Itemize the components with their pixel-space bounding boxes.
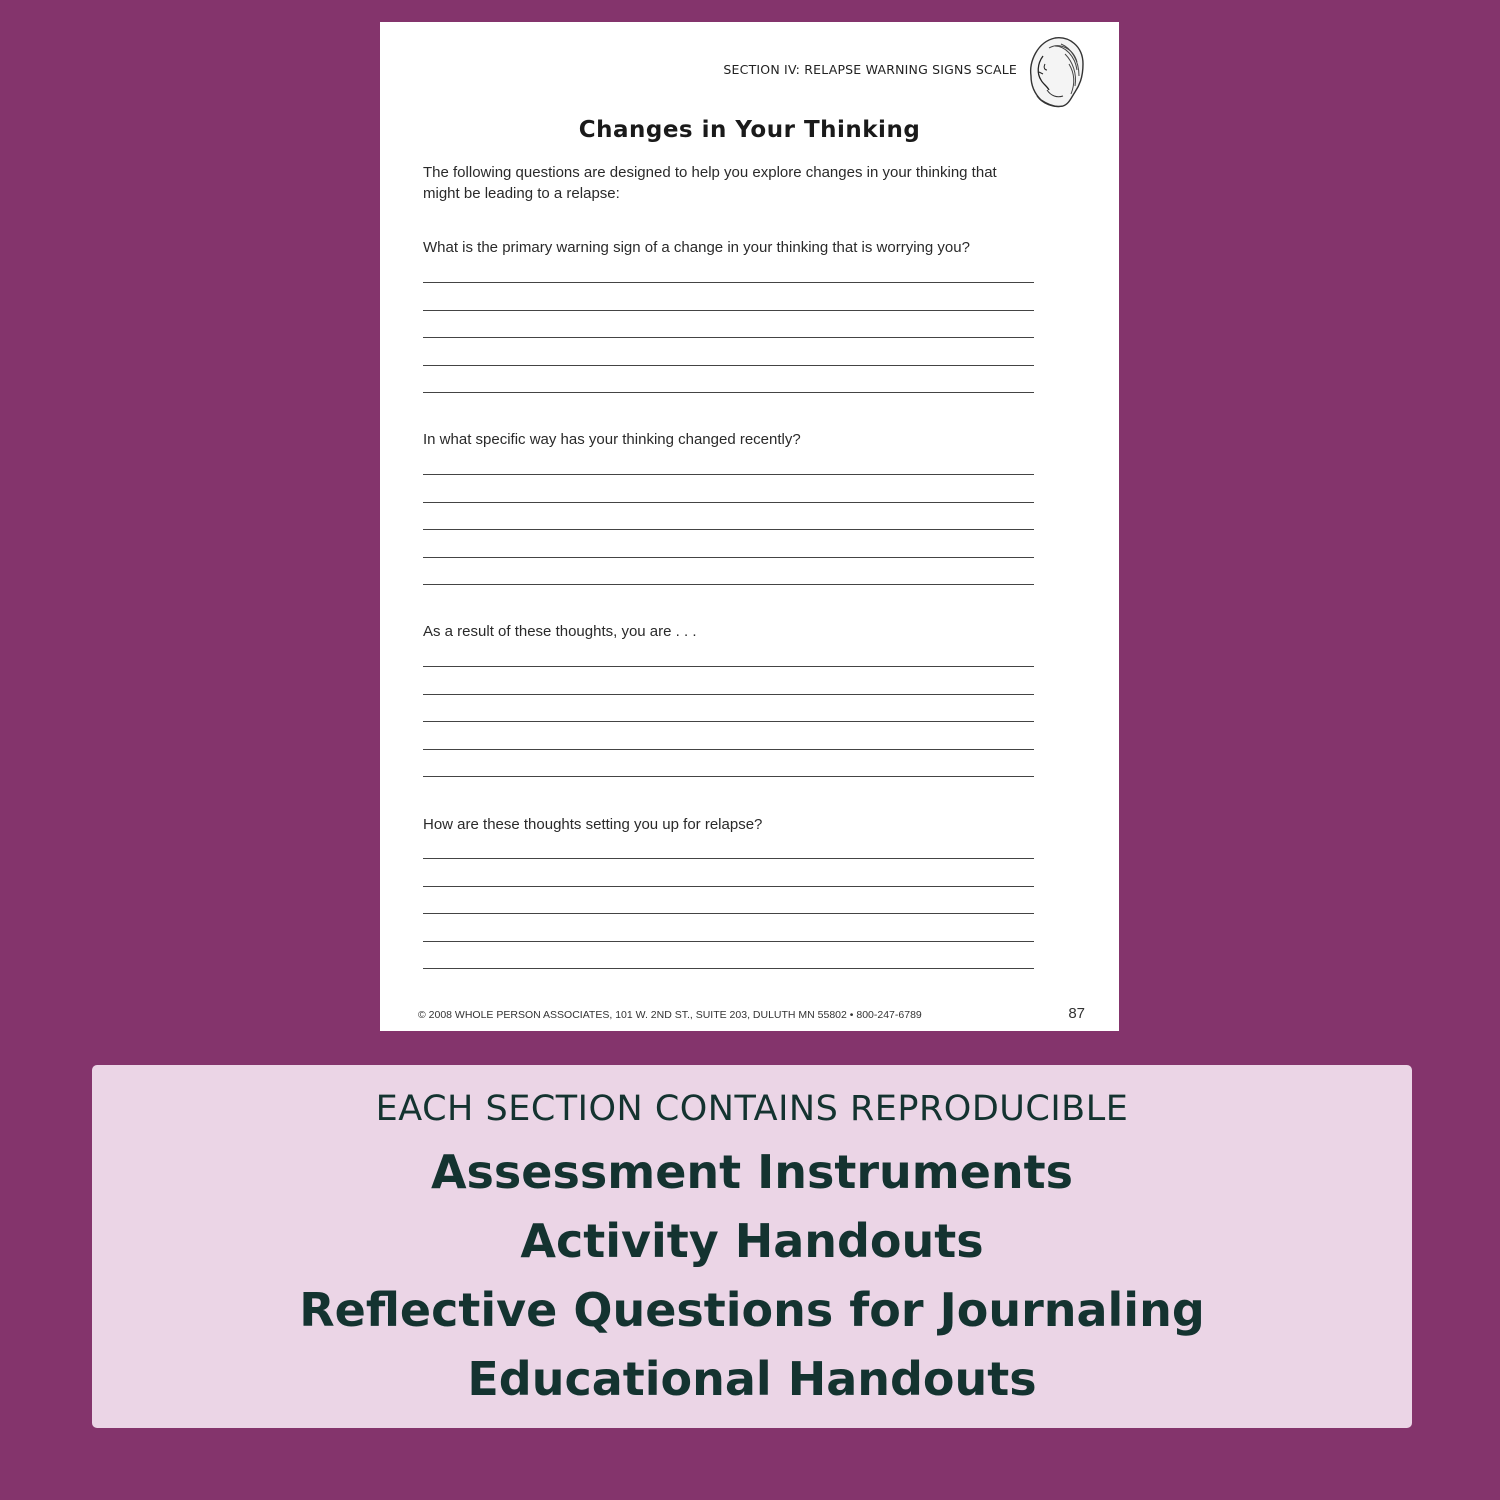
- copyright-footer: © 2008 WHOLE PERSON ASSOCIATES, 101 W. 2ND ST., SUITE 203, DULUTH MN 55802 • 800-247-6789: [418, 1009, 922, 1021]
- worksheet-page: [380, 22, 1119, 1031]
- page-title: Changes in Your Thinking: [578, 117, 921, 143]
- answer-line[interactable]: [423, 310, 1034, 311]
- answer-line[interactable]: [423, 584, 1034, 585]
- answer-line[interactable]: [423, 941, 1034, 942]
- banner-item-educational: Educational Handouts: [467, 1352, 1037, 1406]
- answer-lines-1: [423, 282, 1034, 420]
- answer-line[interactable]: [423, 529, 1034, 530]
- banner-item-reflective: Reflective Questions for Journaling: [299, 1283, 1205, 1337]
- answer-line[interactable]: [423, 776, 1034, 777]
- page-number: 87: [1068, 1005, 1085, 1022]
- feature-banner: [92, 1065, 1412, 1428]
- head-sketch-icon: [1025, 34, 1087, 110]
- question-3: As a result of these thoughts, you are . . .: [423, 623, 697, 640]
- answer-line[interactable]: [423, 557, 1034, 558]
- answer-line[interactable]: [423, 721, 1034, 722]
- intro-line-2: might be leading to a relapse:: [423, 185, 620, 202]
- answer-lines-2: [423, 474, 1034, 612]
- answer-line[interactable]: [423, 474, 1034, 475]
- answer-line[interactable]: [423, 502, 1034, 503]
- intro-line-1: The following questions are designed to help you explore changes in your thinking that: [423, 164, 997, 181]
- answer-line[interactable]: [423, 886, 1034, 887]
- banner-item-activity: Activity Handouts: [520, 1214, 984, 1268]
- banner-heading: EACH SECTION CONTAINS REPRODUCIBLE: [375, 1089, 1129, 1129]
- banner-item-assessment: Assessment Instruments: [430, 1145, 1074, 1199]
- answer-line[interactable]: [423, 749, 1034, 750]
- answer-line[interactable]: [423, 968, 1034, 969]
- answer-line[interactable]: [423, 913, 1034, 914]
- answer-line[interactable]: [423, 666, 1034, 667]
- answer-line[interactable]: [423, 365, 1034, 366]
- intro-text: [423, 162, 1023, 204]
- section-header: SECTION IV: RELAPSE WARNING SIGNS SCALE: [723, 62, 1017, 77]
- question-2: In what specific way has your thinking changed recently?: [423, 431, 801, 448]
- answer-line[interactable]: [423, 392, 1034, 393]
- answer-line[interactable]: [423, 694, 1034, 695]
- answer-line[interactable]: [423, 858, 1034, 859]
- question-1: What is the primary warning sign of a change in your thinking that is worrying you?: [423, 239, 970, 256]
- answer-line[interactable]: [423, 337, 1034, 338]
- answer-lines-3: [423, 666, 1034, 804]
- answer-line[interactable]: [423, 282, 1034, 283]
- question-4: How are these thoughts setting you up for relapse?: [423, 816, 763, 833]
- answer-lines-4: [423, 858, 1034, 996]
